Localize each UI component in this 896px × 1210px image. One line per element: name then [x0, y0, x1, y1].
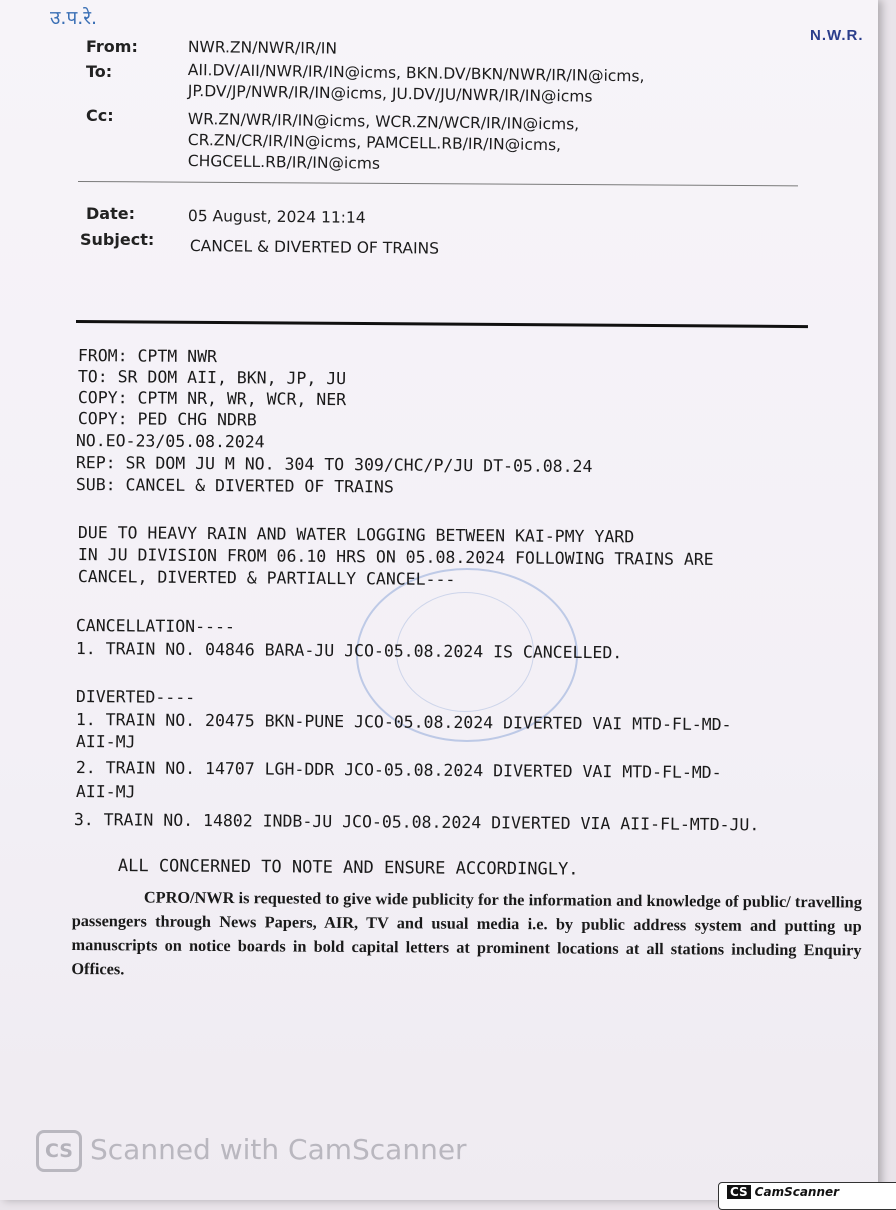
cancellation-item-1: 1. TRAIN NO. 04846 BARA-JU JCO-05.08.2024 IS CANCELLED.: [75, 638, 623, 663]
cancellation-heading: CANCELLATION----: [75, 615, 235, 637]
date-value: 05 August, 2024 11:14: [187, 206, 366, 227]
memo-number-line: NO.EO-23/05.08.2024: [75, 430, 265, 452]
memo-to-line: TO: SR DOM AII, BKN, JP, JU: [77, 366, 347, 389]
memo-from-line: FROM: CPTM NWR: [77, 345, 218, 367]
camscanner-logo-icon: CS: [36, 1130, 82, 1172]
to-label: To:: [86, 62, 113, 81]
publicity-notice-text: CPRO/NWR is requested to give wide publicity for the information and knowledge of public/ travelling passengers through News Papers, AIR, TV and usual media i.e. by public address system and putting up manuscripts on notice boards in bold capital letters at prominent locations at all stations including Enquiry Offices.: [71, 887, 862, 979]
to-value-line-1: AII.DV/AII/NWR/IR/IN@icms, BKN.DV/BKN/NWR/IR/IN@icms,: [187, 60, 645, 86]
closing-instruction: ALL CONCERNED TO NOTE AND ENSURE ACCORDINGLY.: [117, 856, 579, 880]
memo-copy-line-2: COPY: PED CHG NDRB: [77, 408, 257, 430]
cc-value-line-2: CR.ZN/CR/IR/IN@icms, PAMCELL.RB/IR/IN@icms,: [187, 130, 562, 155]
camscanner-watermark: Scanned with CamScanner: [90, 1133, 467, 1166]
cc-label: Cc:: [86, 106, 114, 125]
hindi-office-mark: उ.प.रे.: [50, 7, 98, 29]
header-divider: [78, 181, 798, 186]
from-label: From:: [86, 37, 138, 56]
diverted-item-1-line-2: AII-MJ: [75, 731, 136, 752]
memo-divider: [76, 320, 808, 328]
diverted-item-3: 3. TRAIN NO. 14802 INDB-JU JCO-05.08.2024 DIVERTED VIA AII-FL-MTD-JU.: [73, 809, 760, 835]
memo-intro-line-2: IN JU DIVISION FROM 06.10 HRS ON 05.08.2024 FOLLOWING TRAINS ARE: [77, 544, 714, 569]
camscanner-badge-text: CamScanner: [754, 1185, 840, 1199]
memo-intro-line-3: CANCEL, DIVERTED & PARTIALLY CANCEL---: [77, 566, 456, 589]
memo-copy-line-1: COPY: CPTM NR, WR, WCR, NER: [77, 387, 347, 410]
subject-value: CANCEL & DIVERTED OF TRAINS: [189, 236, 440, 258]
diverted-heading: DIVERTED----: [75, 686, 196, 707]
cc-value-line-3: CHGCELL.RB/IR/IN@icms: [187, 151, 381, 173]
memo-subject-line: SUB: CANCEL & DIVERTED OF TRAINS: [75, 474, 394, 497]
from-value: NWR.ZN/NWR/IR/IN: [187, 37, 338, 58]
publicity-notice: [71, 885, 862, 987]
diverted-item-2-line-1: 2. TRAIN NO. 14707 LGH-DDR JCO-05.08.2024 DIVERTED VAI MTD-FL-MD-: [75, 757, 722, 783]
diverted-item-2-line-2: AII-MJ: [75, 781, 136, 802]
memo-intro-line-1: DUE TO HEAVY RAIN AND WATER LOGGING BETWEEN KAI-PMY YARD: [77, 522, 635, 547]
camscanner-badge-logo: CS: [727, 1185, 751, 1199]
memo-reference-line: REP: SR DOM JU M NO. 304 TO 309/CHC/P/JU DT-05.08.24: [75, 452, 593, 477]
camscanner-badge: [718, 1182, 896, 1210]
date-label: Date:: [86, 204, 135, 223]
nwr-stamp-mark: N.W.R.: [810, 27, 864, 44]
diverted-item-1-line-1: 1. TRAIN NO. 20475 BKN-PUNE JCO-05.08.2024 DIVERTED VAI MTD-FL-MD-: [75, 709, 732, 735]
subject-label: Subject:: [80, 230, 155, 249]
cc-value-line-1: WR.ZN/WR/IR/IN@icms, WCR.ZN/WCR/IR/IN@icms,: [187, 109, 580, 134]
to-value-line-2: JP.DV/JP/NWR/IR/IN@icms, JU.DV/JU/NWR/IR/IN@icms: [187, 81, 593, 106]
